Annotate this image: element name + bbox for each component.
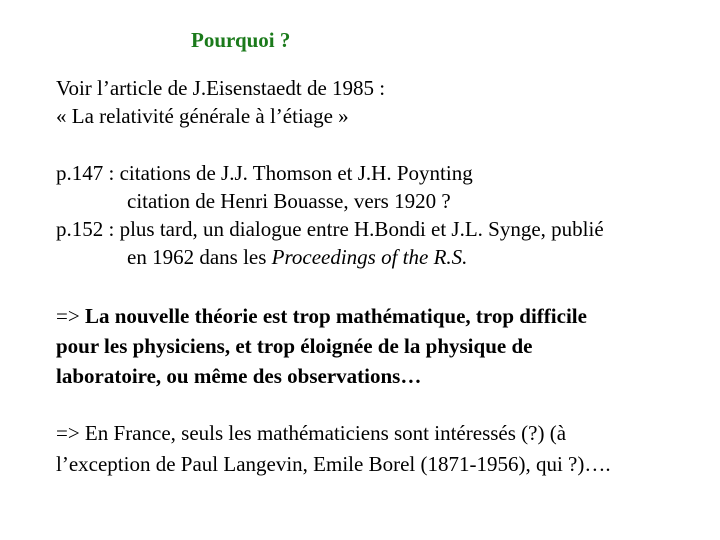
page-152-line-2-text: en 1962 dans les (127, 245, 272, 269)
conclusion-arrow: => (56, 304, 85, 328)
conclusion-line-2: pour les physiciens, et trop éloignée de la physique de (56, 334, 533, 358)
france-line-2: l’exception de Paul Langevin, Emile Borel (1871-1956), qui ?)…. (56, 452, 611, 476)
slide-title: Pourquoi ? (191, 28, 291, 52)
proceedings-title: Proceedings of the R.S. (271, 245, 468, 269)
france-line-1: => En France, seuls les mathématiciens sont intéressés (?) (à (56, 421, 567, 445)
page-147-line-2: citation de Henri Bouasse, vers 1920 ? (127, 189, 451, 213)
conclusion-text-1: La nouvelle théorie est trop mathématique, trop difficile (84, 304, 587, 328)
conclusion-line-3: laboratoire, ou même des observations… (56, 364, 422, 388)
page-152-line-1: p.152 : plus tard, un dialogue entre H.Bondi et J.L. Synge, publié (56, 217, 604, 241)
conclusion-line-1 (56, 303, 587, 329)
article-line-2: « La relativité générale à l’étiage » (56, 104, 349, 128)
page-147-line-1: p.147 : citations de J.J. Thomson et J.H. Poynting (56, 161, 473, 185)
page-152-line-2 (127, 244, 467, 270)
article-line-1: Voir l’article de J.Eisenstaedt de 1985 : (56, 76, 386, 100)
